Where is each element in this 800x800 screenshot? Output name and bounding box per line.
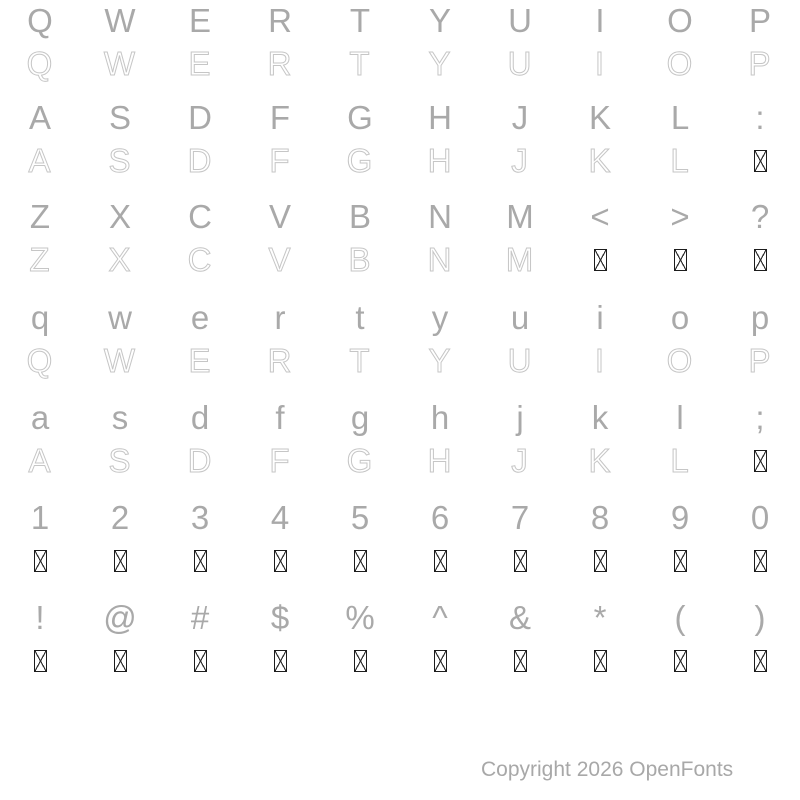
specimen-cell <box>320 438 400 483</box>
specimen-cell <box>80 138 160 183</box>
specimen-char: J <box>511 141 529 179</box>
specimen-char: T <box>349 341 371 379</box>
specimen-cell <box>160 338 240 383</box>
reference-row-digits <box>0 497 800 538</box>
specimen-char: Z <box>29 240 51 278</box>
specimen-char: P <box>748 341 772 379</box>
specimen-cell <box>80 438 160 483</box>
specimen-cell <box>720 237 800 282</box>
specimen-cell <box>560 41 640 86</box>
specimen-char: S <box>108 141 132 179</box>
specimen-cell <box>640 338 720 383</box>
specimen-char: M <box>505 240 535 278</box>
reference-char: ( <box>674 598 686 636</box>
specimen-cell <box>160 41 240 86</box>
missing-glyph-box <box>754 150 767 172</box>
specimen-row-lowercase-asdf <box>0 438 800 483</box>
specimen-cell <box>720 41 800 86</box>
specimen-cell <box>720 638 800 683</box>
specimen-cell <box>400 138 480 183</box>
reference-char: e <box>190 298 210 336</box>
reference-char: * <box>593 598 607 636</box>
reference-char: X <box>108 197 131 235</box>
reference-char: a <box>30 398 50 436</box>
specimen-cell <box>720 338 800 383</box>
missing-glyph-box <box>274 650 287 672</box>
specimen-cell <box>80 538 160 583</box>
specimen-char: R <box>267 341 293 379</box>
missing-glyph-box <box>674 550 687 572</box>
row-pair-digits <box>0 497 800 583</box>
reference-char: ? <box>750 197 770 235</box>
reference-row-uppercase-zxcv <box>0 196 800 237</box>
specimen-cell <box>480 138 560 183</box>
specimen-cell <box>560 538 640 583</box>
specimen-char: P <box>748 44 772 82</box>
reference-char: k <box>591 398 609 436</box>
specimen-cell <box>560 438 640 483</box>
specimen-char: F <box>269 141 291 179</box>
reference-char: ) <box>754 598 766 636</box>
specimen-char: Q <box>26 341 54 379</box>
reference-char: y <box>431 298 449 336</box>
reference-char: f <box>275 398 285 436</box>
specimen-cell <box>320 41 400 86</box>
specimen-cell <box>0 237 80 282</box>
specimen-cell <box>480 538 560 583</box>
specimen-cell <box>0 138 80 183</box>
reference-char: V <box>268 197 291 235</box>
reference-char: i <box>596 298 604 336</box>
specimen-char: D <box>187 141 213 179</box>
specimen-char: C <box>187 240 213 278</box>
specimen-cell <box>0 41 80 86</box>
specimen-row-uppercase-zxcv <box>0 237 800 282</box>
specimen-cell <box>160 538 240 583</box>
reference-char: Y <box>428 1 451 39</box>
missing-glyph-box <box>434 650 447 672</box>
reference-char: < <box>590 197 610 235</box>
specimen-char: J <box>511 441 529 479</box>
specimen-cell <box>80 41 160 86</box>
reference-char: o <box>670 298 690 336</box>
reference-char: $ <box>270 598 290 636</box>
reference-char: O <box>667 1 693 39</box>
reference-row-lowercase-qwerty <box>0 297 800 338</box>
reference-char: q <box>30 298 50 336</box>
missing-glyph-box <box>194 650 207 672</box>
specimen-char: U <box>507 44 533 82</box>
specimen-cell <box>0 538 80 583</box>
specimen-char: R <box>267 44 293 82</box>
specimen-cell <box>160 438 240 483</box>
reference-char: w <box>108 298 132 336</box>
specimen-char: I <box>594 44 606 82</box>
specimen-char: G <box>346 441 374 479</box>
specimen-char: L <box>670 141 690 179</box>
reference-char: 3 <box>190 498 210 536</box>
specimen-char: S <box>108 441 132 479</box>
reference-char: C <box>188 197 212 235</box>
specimen-char: N <box>427 240 453 278</box>
reference-char: 5 <box>350 498 370 536</box>
missing-glyph-box <box>754 550 767 572</box>
reference-char: 6 <box>430 498 450 536</box>
reference-char: N <box>428 197 452 235</box>
specimen-char: F <box>269 441 291 479</box>
reference-char: F <box>269 98 291 136</box>
missing-glyph-box <box>754 650 767 672</box>
specimen-cell <box>80 237 160 282</box>
missing-glyph-box <box>34 650 47 672</box>
specimen-char: A <box>28 441 52 479</box>
reference-char: D <box>188 98 212 136</box>
reference-char: & <box>508 598 531 636</box>
specimen-char: D <box>187 441 213 479</box>
specimen-cell <box>80 638 160 683</box>
specimen-cell <box>400 438 480 483</box>
specimen-cell <box>0 338 80 383</box>
specimen-row-digits <box>0 538 800 583</box>
specimen-cell <box>160 138 240 183</box>
specimen-cell <box>400 338 480 383</box>
specimen-cell <box>240 41 320 86</box>
reference-char: 0 <box>750 498 770 536</box>
reference-row-uppercase-qwerty <box>0 0 800 41</box>
specimen-char: U <box>507 341 533 379</box>
reference-row-uppercase-asdf <box>0 97 800 138</box>
specimen-cell <box>80 338 160 383</box>
reference-char: @ <box>103 598 137 636</box>
specimen-cell <box>240 338 320 383</box>
reference-char: t <box>355 298 365 336</box>
specimen-cell <box>480 338 560 383</box>
row-pair-uppercase-asdf <box>0 97 800 183</box>
specimen-cell <box>320 638 400 683</box>
reference-char: 9 <box>670 498 690 536</box>
missing-glyph-box <box>354 550 367 572</box>
specimen-char: W <box>103 341 137 379</box>
row-pair-symbols <box>0 597 800 683</box>
specimen-cell <box>240 638 320 683</box>
missing-glyph-box <box>594 550 607 572</box>
specimen-char: H <box>427 141 453 179</box>
row-pair-uppercase-zxcv <box>0 196 800 282</box>
reference-char: ! <box>35 598 45 636</box>
reference-char: j <box>516 398 524 436</box>
specimen-char: G <box>346 141 374 179</box>
specimen-cell <box>560 138 640 183</box>
specimen-char: W <box>103 44 137 82</box>
specimen-char: K <box>588 141 612 179</box>
specimen-cell <box>720 138 800 183</box>
missing-glyph-box <box>34 550 47 572</box>
specimen-cell <box>0 438 80 483</box>
specimen-cell <box>240 237 320 282</box>
reference-char: K <box>588 98 611 136</box>
reference-char: M <box>506 197 534 235</box>
specimen-cell <box>240 138 320 183</box>
specimen-char: K <box>588 441 612 479</box>
reference-char: h <box>430 398 450 436</box>
reference-char: : <box>755 98 765 136</box>
reference-char: I <box>595 1 605 39</box>
missing-glyph-box <box>674 650 687 672</box>
specimen-char: O <box>666 341 694 379</box>
specimen-cell <box>640 41 720 86</box>
specimen-cell <box>400 41 480 86</box>
reference-char: 2 <box>110 498 130 536</box>
specimen-cell <box>560 237 640 282</box>
reference-char: ^ <box>432 598 448 636</box>
reference-char: > <box>670 197 690 235</box>
specimen-char: H <box>427 441 453 479</box>
reference-char: G <box>347 98 373 136</box>
specimen-char: E <box>188 44 212 82</box>
reference-char: B <box>348 197 371 235</box>
specimen-char: O <box>666 44 694 82</box>
specimen-char: Y <box>428 44 452 82</box>
specimen-char: T <box>349 44 371 82</box>
reference-char: A <box>28 98 51 136</box>
specimen-cell <box>720 538 800 583</box>
specimen-cell <box>240 438 320 483</box>
reference-char: u <box>510 298 530 336</box>
specimen-cell <box>480 237 560 282</box>
specimen-row-symbols <box>0 638 800 683</box>
specimen-cell <box>640 538 720 583</box>
specimen-cell <box>320 138 400 183</box>
specimen-char: A <box>28 141 52 179</box>
reference-char: # <box>190 598 210 636</box>
specimen-cell <box>160 237 240 282</box>
reference-row-symbols <box>0 597 800 638</box>
specimen-cell <box>640 638 720 683</box>
row-pair-lowercase-asdf <box>0 397 800 483</box>
specimen-row-uppercase-asdf <box>0 138 800 183</box>
specimen-cell <box>400 638 480 683</box>
specimen-cell <box>480 438 560 483</box>
specimen-row-uppercase-qwerty <box>0 41 800 86</box>
missing-glyph-box <box>594 650 607 672</box>
reference-char: P <box>748 1 771 39</box>
reference-char: l <box>676 398 684 436</box>
reference-char: g <box>350 398 370 436</box>
specimen-cell <box>480 638 560 683</box>
reference-char: T <box>349 1 371 39</box>
specimen-char: B <box>348 240 372 278</box>
missing-glyph-box <box>194 550 207 572</box>
reference-char: % <box>345 598 375 636</box>
specimen-cell <box>400 237 480 282</box>
reference-char: p <box>750 298 770 336</box>
reference-char: 1 <box>30 498 50 536</box>
specimen-cell <box>480 41 560 86</box>
specimen-cell <box>320 338 400 383</box>
row-pair-lowercase-qwerty <box>0 297 800 383</box>
specimen-cell <box>240 538 320 583</box>
reference-char: U <box>508 1 532 39</box>
reference-char: ; <box>755 398 765 436</box>
missing-glyph-box <box>274 550 287 572</box>
reference-char: W <box>104 1 136 39</box>
specimen-char: I <box>594 341 606 379</box>
reference-char: J <box>511 98 529 136</box>
missing-glyph-box <box>514 550 527 572</box>
specimen-cell <box>640 138 720 183</box>
reference-char: L <box>670 98 690 136</box>
missing-glyph-box <box>514 650 527 672</box>
reference-char: 7 <box>510 498 530 536</box>
specimen-cell <box>0 638 80 683</box>
reference-char: H <box>428 98 452 136</box>
reference-char: S <box>108 98 131 136</box>
row-pair-uppercase-qwerty <box>0 0 800 86</box>
reference-char: d <box>190 398 210 436</box>
specimen-cell <box>720 438 800 483</box>
reference-char: Q <box>27 1 53 39</box>
specimen-cell <box>640 438 720 483</box>
specimen-cell <box>160 638 240 683</box>
missing-glyph-box <box>754 249 767 271</box>
reference-char: r <box>274 298 286 336</box>
specimen-cell <box>400 538 480 583</box>
specimen-cell <box>560 338 640 383</box>
missing-glyph-box <box>754 450 767 472</box>
missing-glyph-box <box>594 249 607 271</box>
reference-char: E <box>188 1 211 39</box>
missing-glyph-box <box>114 650 127 672</box>
specimen-cell <box>320 237 400 282</box>
specimen-row-lowercase-qwerty <box>0 338 800 383</box>
reference-char: s <box>111 398 129 436</box>
specimen-char: L <box>670 441 690 479</box>
specimen-char: X <box>108 240 132 278</box>
reference-char: R <box>268 1 292 39</box>
specimen-char: E <box>188 341 212 379</box>
specimen-char: Q <box>26 44 54 82</box>
missing-glyph-box <box>114 550 127 572</box>
missing-glyph-box <box>354 650 367 672</box>
specimen-cell <box>640 237 720 282</box>
reference-row-lowercase-asdf <box>0 397 800 438</box>
reference-char: 8 <box>590 498 610 536</box>
missing-glyph-box <box>434 550 447 572</box>
specimen-cell <box>320 538 400 583</box>
copyright-footer: Copyright 2026 OpenFonts <box>481 758 734 781</box>
reference-char: 4 <box>270 498 290 536</box>
specimen-cell <box>560 638 640 683</box>
specimen-char: V <box>268 240 292 278</box>
specimen-char: Y <box>428 341 452 379</box>
reference-char: Z <box>29 197 51 235</box>
missing-glyph-box <box>674 249 687 271</box>
